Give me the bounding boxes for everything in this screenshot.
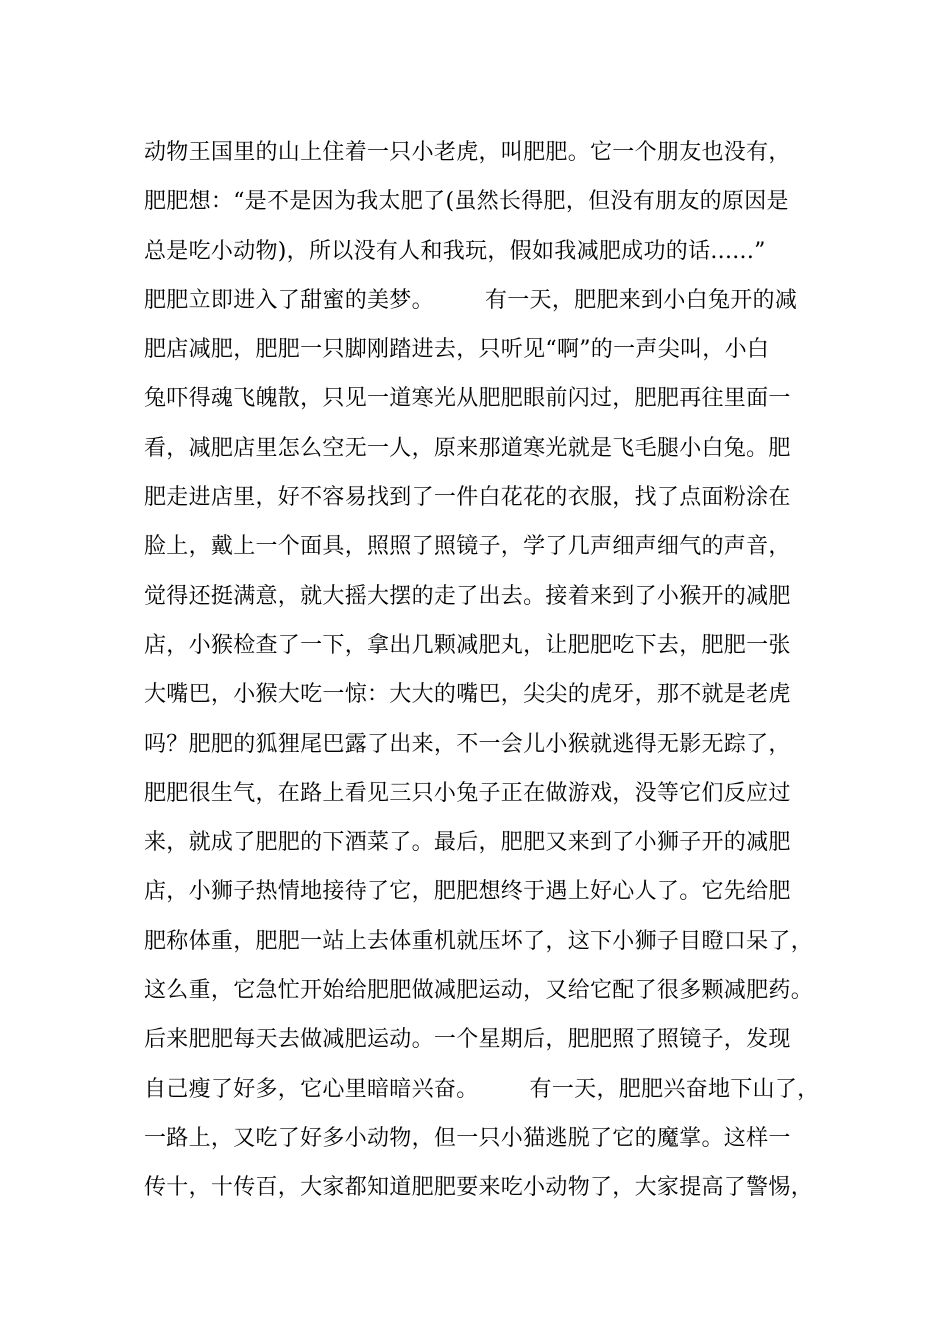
text-line: 兔吓得魂飞魄散，只见一道寒光从肥肥眼前闪过，肥肥再往里面一 bbox=[144, 386, 791, 412]
text-line: 肥肥想：“是不是因为我太肥了(虽然长得肥，但没有朋友的原因是 bbox=[144, 189, 789, 215]
text-line: 动物王国里的山上住着一只小老虎，叫肥肥。它一个朋友也没有， bbox=[144, 140, 791, 165]
text-line: 肥肥很生气，在路上看见三只小兔子正在做游戏，没等它们反应过 bbox=[144, 780, 791, 806]
text-line: 肥走进店里，好不容易找到了一件白花花的衣服，找了点面粉涂在 bbox=[144, 485, 791, 511]
text-line: 觉得还挺满意，就大摇大摆的走了出去。接着来到了小猴开的减肥 bbox=[144, 583, 791, 609]
text-line: 后来肥肥每天去做减肥运动。一个星期后，肥肥照了照镜子，发现 bbox=[144, 1027, 791, 1053]
text-line: 店，小狮子热情地接待了它，肥肥想终于遇上好心人了。它先给肥 bbox=[144, 879, 791, 905]
text-line: 这么重，它急忙开始给肥肥做减肥运动，又给它配了很多颗减肥药。 bbox=[144, 978, 814, 1004]
story-paragraph bbox=[144, 128, 834, 1213]
text-line: 肥称体重，肥肥一站上去体重机就压坏了，这下小狮子目瞪口呆了， bbox=[144, 928, 814, 954]
text-line: 自己瘦了好多，它心里暗暗兴奋。 有一天，肥肥兴奋地下山了， bbox=[144, 1076, 820, 1102]
text-line: 来，就成了肥肥的下酒菜了。最后，肥肥又来到了小狮子开的减肥 bbox=[144, 830, 791, 856]
text-line: 传十，十传百，大家都知道肥肥要来吃小动物了，大家提高了警惕， bbox=[144, 1175, 814, 1201]
text-line: 肥肥立即进入了甜蜜的美梦。 有一天，肥肥来到小白兔开的减 bbox=[144, 287, 798, 313]
text-line: 看，减肥店里怎么空无一人，原来那道寒光就是飞毛腿小白兔。肥 bbox=[144, 435, 791, 461]
text-line: 总是吃小动物)，所以没有人和我玩，假如我减肥成功的话......” bbox=[144, 238, 766, 264]
text-line: 店，小猴检查了一下，拿出几颗减肥丸，让肥肥吃下去，肥肥一张 bbox=[144, 632, 791, 658]
text-line: 大嘴巴，小猴大吃一惊：大大的嘴巴，尖尖的虎牙，那不就是老虎 bbox=[144, 682, 791, 708]
text-line: 肥店减肥，肥肥一只脚刚踏进去，只听见“啊”的一声尖叫，小白 bbox=[144, 337, 770, 363]
text-line: 一路上，又吃了好多小动物，但一只小猫逃脱了它的魔掌。这样一 bbox=[144, 1125, 791, 1151]
text-line: 脸上，戴上一个面具，照照了照镜子，学了几声细声细气的声音， bbox=[144, 534, 791, 560]
text-line: 吗？肥肥的狐狸尾巴露了出来，不一会儿小猴就逃得无影无踪了， bbox=[144, 731, 791, 757]
